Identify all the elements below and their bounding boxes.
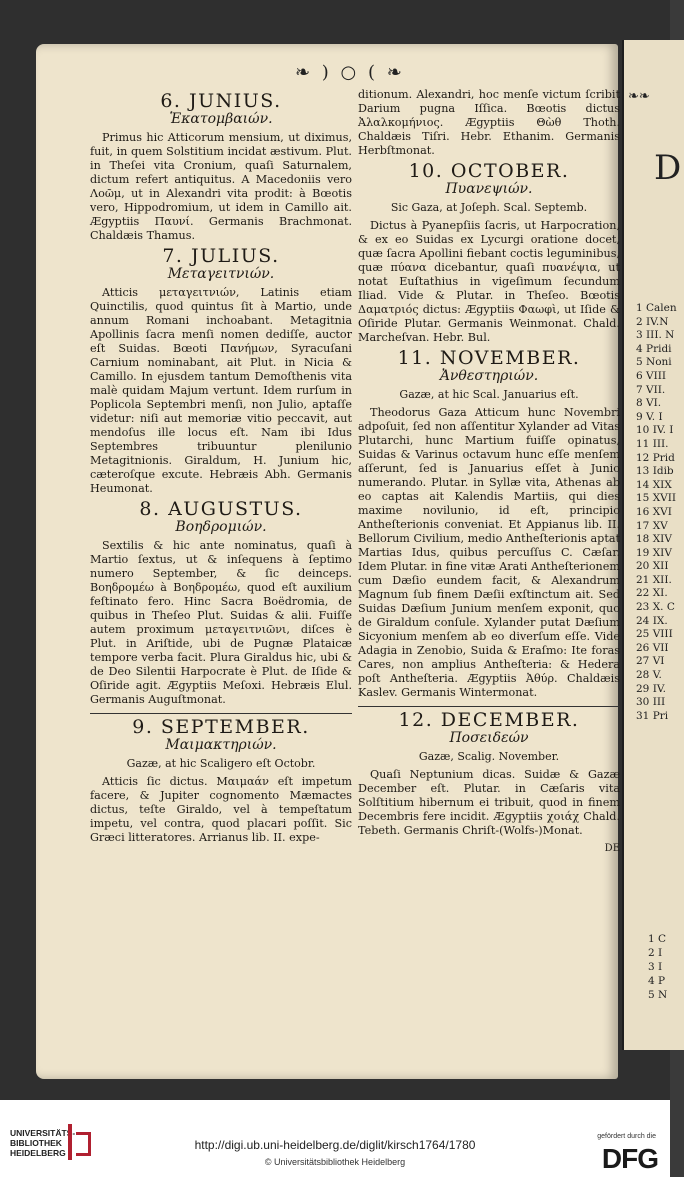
facing-page-entry: 2 I [648,947,663,959]
month-text: Dictus à Pyanepſiis ſacris, ut Harpocration, & ex eo Suidas ex Lycurgi oratione docet, quæ ſacra Apollini fiebant coctis leguminibus, quæ πύανα dicebantur, quaſi πυανέψια, ut notat Euſtathius in vigeſimum ſecundum Iliad. Vide & Plutar. in Theſeo. Bœotis Δαματριός dictus: Ægyptiis Φαωφὶ, ut Iſide & Oſiride Plutar. Germanis Weinmonat. Chald. Marcheſvan. Hebr. Bul. [358,219,620,344]
facing-page-entry: 4 Pridi [636,342,672,355]
facing-page-entry: 26 VII [636,641,669,654]
month-subtitle: Gazæ, at hic Scaligero eſt Octobr. [126,757,316,770]
facing-page-entry: 3 III. N [636,329,675,342]
facing-page-entry: 7 VII. [636,383,666,396]
facing-page-entry: 6 VIII [636,369,667,382]
divider [90,713,352,714]
page-ornament: ❧ ) ○ ( ❧ [295,62,405,83]
month-heading: 6. JUNIUS. [160,90,282,112]
facing-page-entry: 16 XVI [636,505,672,518]
funding-label: gefördert durch die [597,1133,656,1140]
facing-page-entry: 27 VI [636,655,665,668]
facing-page-entry: 8 VI. [636,397,662,410]
facing-page-entry: 14 XIX [636,478,672,491]
facing-page-list-2 [648,932,667,1002]
facing-page-entry: 13 Idib [636,465,674,478]
facing-page-ornament: ❧❧ [628,89,650,104]
facing-page-entry: 25 VIII [636,628,673,641]
month-text: Sextilis & hic ante nominatus, quaſi à Martio ſextus, ut & inſequens à ſeptimo numero September, & ſic deinceps. Βοηδρομέω à Βοηδρομέω, quod eſt auxilium feſtinato fero. Hinc Sacra Boëdromia, de quibus in Theſeo Plut. Suidas & alii. Fuiſſe autem proximum μεταγειτνιῶνι, diſces è Plut. in Ariſtide, ubi de Pugnæ Plataicæ tempore verba facit. Plura Giraldus hic, ubi & de Deo Silentii Harpocrate è Plut. de Iſide & Oſiride agit. Ægyptiis Meſoxi. Hebræis Elul. Germanis Auguſtmonat. [90,539,352,706]
month-subtitle: Gazæ, at hic Scal. Januarius eſt. [399,388,579,401]
facing-page-entry: 1 C [648,933,667,945]
facing-page-list [636,302,677,723]
facing-page-entry: 29 IV. [636,682,666,695]
month-heading: 10. OCTOBER. [408,160,570,182]
greek-month-name: Μεταγειτνιών. [167,266,275,282]
catchword: DE [604,843,620,854]
facing-page-entry: 12 Prid [636,451,675,464]
facing-page-entry: 2 IV.N [636,315,669,328]
facing-page-entry: 17 XV [636,519,668,532]
month-text: Primus hic Atticorum mensium, ut diximus, fuit, in quem Solstitium incidat æstivum. Plut. in Theſei vita Cronium, quaſi Saturnalem, dictum refert antiquitus. A Macedoniis vero Λοῶμ, ut in Alexandri vita prodit: à Bœotis vero, Hippodromium, ut idem in Camillo ait. Ægyptiis Παυνί. Germanis Brachmonat. Chaldæis Thamus. [90,131,352,242]
facing-page-entry: 20 XII [636,560,669,573]
dfg-logo: DFG [601,1143,658,1174]
month-heading: 8. AUGUSTUS. [139,498,303,520]
facing-page [622,40,684,1050]
month-heading: 7. JULIUS. [162,245,280,267]
facing-page-entry: 9 V. I [636,410,663,423]
greek-month-name: Μαιμακτηριών. [165,737,277,753]
facing-page-entry: 28 V. [636,669,662,682]
facing-page-entry: 31 Pri [636,709,669,722]
divider [358,706,620,707]
facing-page-entry: 21 XII. [636,573,672,586]
continued-text: ditionum. Alexandri, hoc menſe victum ſcribit Darium pugna Iſſica. Bœotis dictus Ἀλαλκομήνιος. Ægyptiis Θὼθ Thoth. Chaldæis Tiſri. Hebr. Ethanim. Germanis Herbſtmonat. [358,88,620,157]
facing-page-entry: 23 X. C [636,601,675,614]
month-text: Quaſi Neptunium dicas. Suidæ & Gazæ December eſt. Plutar. in Cæſaris vita Solſtitium hibernum ei tribuit, quod in finem Decembris fere incidit. Ægyptiis χοιάχ Chald. Tebeth. Germanis Chriſt-(Wolfs-)Monat. [358,768,620,837]
month-text: Theodorus Gaza Atticum hunc Novembri adpoſuit, ſed non aſſentitur Xylander ad Vitas Plutarchi, hunc Martium fuiſſe opinatus, Suidas & Varinus octavum hunc eſſe menſem aſſerunt, ſed is Januarius eſſet à Junio numerando. Plutar. in Syllæ vita, Athenas ab eo captas ait Kalendis Martiis, qui dies maxime novilunio, id eſt, principio Antheſterionis conveniat. Et Appianus lib. II. Bellorum Civilium, medio Antheſterionis aptat Martias Idus, quibus percuſſus C. Cæſar. Idem Plutar. in fine vitæ Arati Antheſterionem cum Dæſio eundem facit, & Alexandrum Magnum ſub finem Dæſii exſtinctum ait. Sed Suidas Dæſium Junium menſem exponit, quo de Giraldum conſule. Xylander putat Dæſium Sicyonium menſem ab eo diverſum eſſe. Vide Adagia in Zenobio, Suida & Eraſmo: Ite foras Cares, non amplius Antheſteria: & Hedera poſt Antheſteria. Ægyptiis Ἀθύρ. Chaldæis Kaslev. Germanis Wintermonat. [358,406,620,699]
month-subtitle: Gazæ, Scalig. November. [418,750,560,763]
right-column [358,88,620,856]
facing-page-entry: 3 I [648,961,663,973]
facing-page-entry: 22 XI. [636,587,668,600]
greek-month-name: Ἀνθεστηριών. [439,368,539,384]
facing-page-entry: 24 IX. [636,614,668,627]
facing-page-entry: 4 P [648,975,666,987]
facing-page-initial: D [654,148,682,188]
copyright-notice: © Universitätsbibliothek Heidelberg [264,1157,406,1167]
month-text: Atticis μεταγειτνιών, Latinis etiam Quinctilis, quod quintus ſit à Martio, unde annum Romani inchoabant. Metagitnia Apollinis ſacra menſi nomen dediſſe, auctor eſt Suidas. Bœoti Πανήμων, Syracuſani Carnium nominabant, ait Plut. in Nicia & Camillo. In ejusdem tantum Demoſthenis vita malè quidam Majum vertunt. Idem rurſum in Poplicola Septembri menſi, non Julio, aptaſſe videtur: niſi aut memoriæ vitio peccavit, aut mendoſus ille locus eſt. Nam ibi Idus Septembres tribuuntur plenilunio Metagitnionis. Giraldum, H. Junium hic, cæteroſque excute. Hebræis Abh. Germanis Heumonat. [90,286,352,495]
facing-page-entry: 10 IV. I [636,424,674,437]
library-logo-text: UNIVERSITÄTS- BIBLIOTHEK HEIDELBERG [10,1128,76,1158]
month-heading: 9. SEPTEMBER. [132,716,310,738]
facing-page-entry: 11 III. [636,437,669,450]
facing-page-entry: 1 Calen [636,302,677,314]
greek-month-name: Ἑκατομβαιών. [169,111,273,127]
facing-page-entry: 18 XIV [636,533,672,546]
facing-page-entry: 19 XIV [636,546,672,559]
facing-page-entry: 15 XVII [636,492,677,505]
permalink-url[interactable]: http://digi.ub.uni-heidelberg.de/diglit/kirsch1764/1780 [194,1138,476,1152]
month-heading: 11. NOVEMBER. [397,347,581,369]
facing-page-entry: 30 III [636,696,666,709]
left-column [90,88,352,851]
month-text: Atticis ſic dictus. Μαιμαάν eſt impetum facere, & Jupiter cognomento Mæmactes dictus, teſte Giraldo, vel à tempeſtatum impetu, vel contra, quod placari poſſit. Sic Græci litteratores. Arrianus lib. II. expe- [90,775,352,844]
greek-month-name: Βοηδρομιών. [175,519,267,535]
facing-page-entry: 5 N [648,989,668,1001]
month-subtitle: Sic Gaza, at Joſeph. Scal. Septemb. [390,201,588,214]
greek-month-name: Ποσειδεών [449,730,529,746]
facing-page-entry: 5 Noni [636,356,672,369]
month-heading: 12. DECEMBER. [398,709,580,731]
greek-month-name: Πυανεψιών. [445,181,533,197]
